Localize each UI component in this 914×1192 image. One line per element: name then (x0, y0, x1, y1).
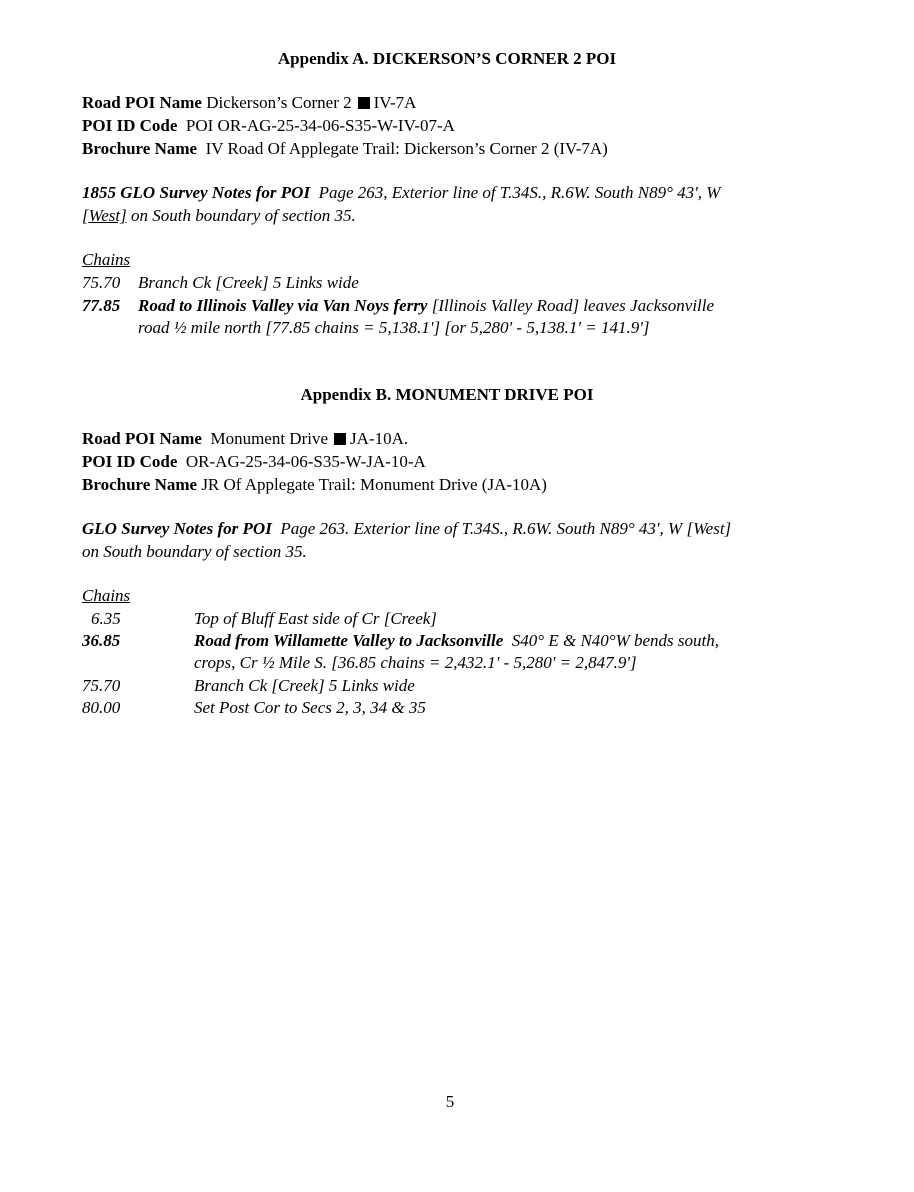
a-road-poi-value: Dickerson’s Corner 2 (206, 93, 352, 112)
a-brochure-line (82, 139, 608, 159)
b-entry-1 (82, 609, 437, 629)
a-poi-id-value: POI OR-AG-25-34-06-S35-W-IV-07-A (185, 116, 455, 135)
b-glo-text-1: Page 263. Exterior line of T.34S., R.6W. South N89° 43', W [West] (280, 519, 732, 538)
a-glo-line-1 (82, 183, 720, 203)
a-entry-1-text: Branch Ck [Creek] 5 Links wide (138, 273, 359, 292)
a-entry-1-num: 75.70 (82, 273, 121, 292)
a-glo-line-2 (82, 206, 356, 226)
b-poi-id-line (82, 452, 426, 472)
b-glo-text-2: on South boundary of section 35. (82, 542, 307, 561)
a-glo-west: [West] (82, 206, 127, 225)
a-glo-label: 1855 GLO Survey Notes for POI (82, 183, 311, 202)
a-glo-text-1: Page 263, Exterior line of T.34S., R.6W. South N89° 43', W (318, 183, 721, 202)
appendix-b-heading: Appendix B. MONUMENT DRIVE POI (300, 385, 594, 404)
a-entry-2 (82, 296, 714, 316)
b-brochure-line (82, 475, 547, 495)
b-road-poi-code: JA-10A. (350, 429, 409, 448)
b-entry-4 (82, 698, 426, 718)
b-entry-2-cont: crops, Cr ½ Mile S. [36.85 chains = 2,432.1' - 5,280' = 2,847.9'] (194, 653, 637, 672)
a-entry-1 (82, 273, 359, 293)
b-road-poi-label: Road POI Name (82, 429, 202, 448)
a-brochure-label: Brochure Name (82, 139, 198, 158)
b-brochure-label: Brochure Name (82, 475, 198, 494)
b-entry-2-bold: Road from Willamette Valley to Jacksonville (194, 631, 504, 650)
b-entry-2 (82, 631, 719, 651)
b-brochure-value: JR Of Applegate Trail: Monument Drive (JA-10A) (201, 475, 547, 494)
a-road-poi-label: Road POI Name (82, 93, 202, 112)
b-poi-id-label: POI ID Code (82, 452, 178, 471)
b-poi-id-value: OR-AG-25-34-06-S35-W-JA-10-A (185, 452, 426, 471)
b-entry-4-num: 80.00 (82, 698, 121, 717)
b-road-poi-line (82, 429, 408, 449)
page-number: 5 (445, 1092, 455, 1111)
a-entry-2-text: [Illinois Valley Road] leaves Jacksonville (431, 296, 715, 315)
b-entry-3-num: 75.70 (82, 676, 121, 695)
a-poi-id-label: POI ID Code (82, 116, 178, 135)
a-entry-2-num: 77.85 (82, 296, 121, 315)
a-road-poi-code: IV-7A (373, 93, 417, 112)
black-square-icon (358, 97, 370, 109)
b-entry-3 (82, 676, 415, 696)
a-poi-id-line (82, 116, 455, 136)
b-entry-4-text: Set Post Cor to Secs 2, 3, 34 & 35 (194, 698, 426, 717)
a-glo-text-2: on South boundary of section 35. (130, 206, 356, 225)
a-chains-label: Chains (82, 250, 131, 269)
a-road-poi-line (82, 93, 416, 113)
b-glo-line-1 (82, 519, 731, 539)
b-chains-label: Chains (82, 586, 131, 605)
a-entry-2-bold: Road to Illinois Valley via Van Noys ferry (138, 296, 428, 315)
b-entry-1-num: 6.35 (91, 609, 121, 628)
black-square-icon (334, 433, 346, 445)
b-entry-1-text: Top of Bluff East side of Cr [Creek] (194, 609, 437, 628)
b-entry-2-num: 36.85 (82, 631, 121, 650)
b-entry-3-text: Branch Ck [Creek] 5 Links wide (194, 676, 415, 695)
a-brochure-value: IV Road Of Applegate Trail: Dickerson’s Corner 2 (IV-7A) (205, 139, 608, 158)
b-glo-label: GLO Survey Notes for POI (82, 519, 272, 538)
a-entry-2-cont: road ½ mile north [77.85 chains = 5,138.1'] [or 5,280' - 5,138.1' = 141.9'] (138, 318, 650, 337)
b-entry-2-text: S40° E & N40°W bends south, (511, 631, 720, 650)
appendix-a-heading: Appendix A. DICKERSON’S CORNER 2 POI (277, 49, 617, 68)
b-road-poi-value: Monument Drive (210, 429, 329, 448)
